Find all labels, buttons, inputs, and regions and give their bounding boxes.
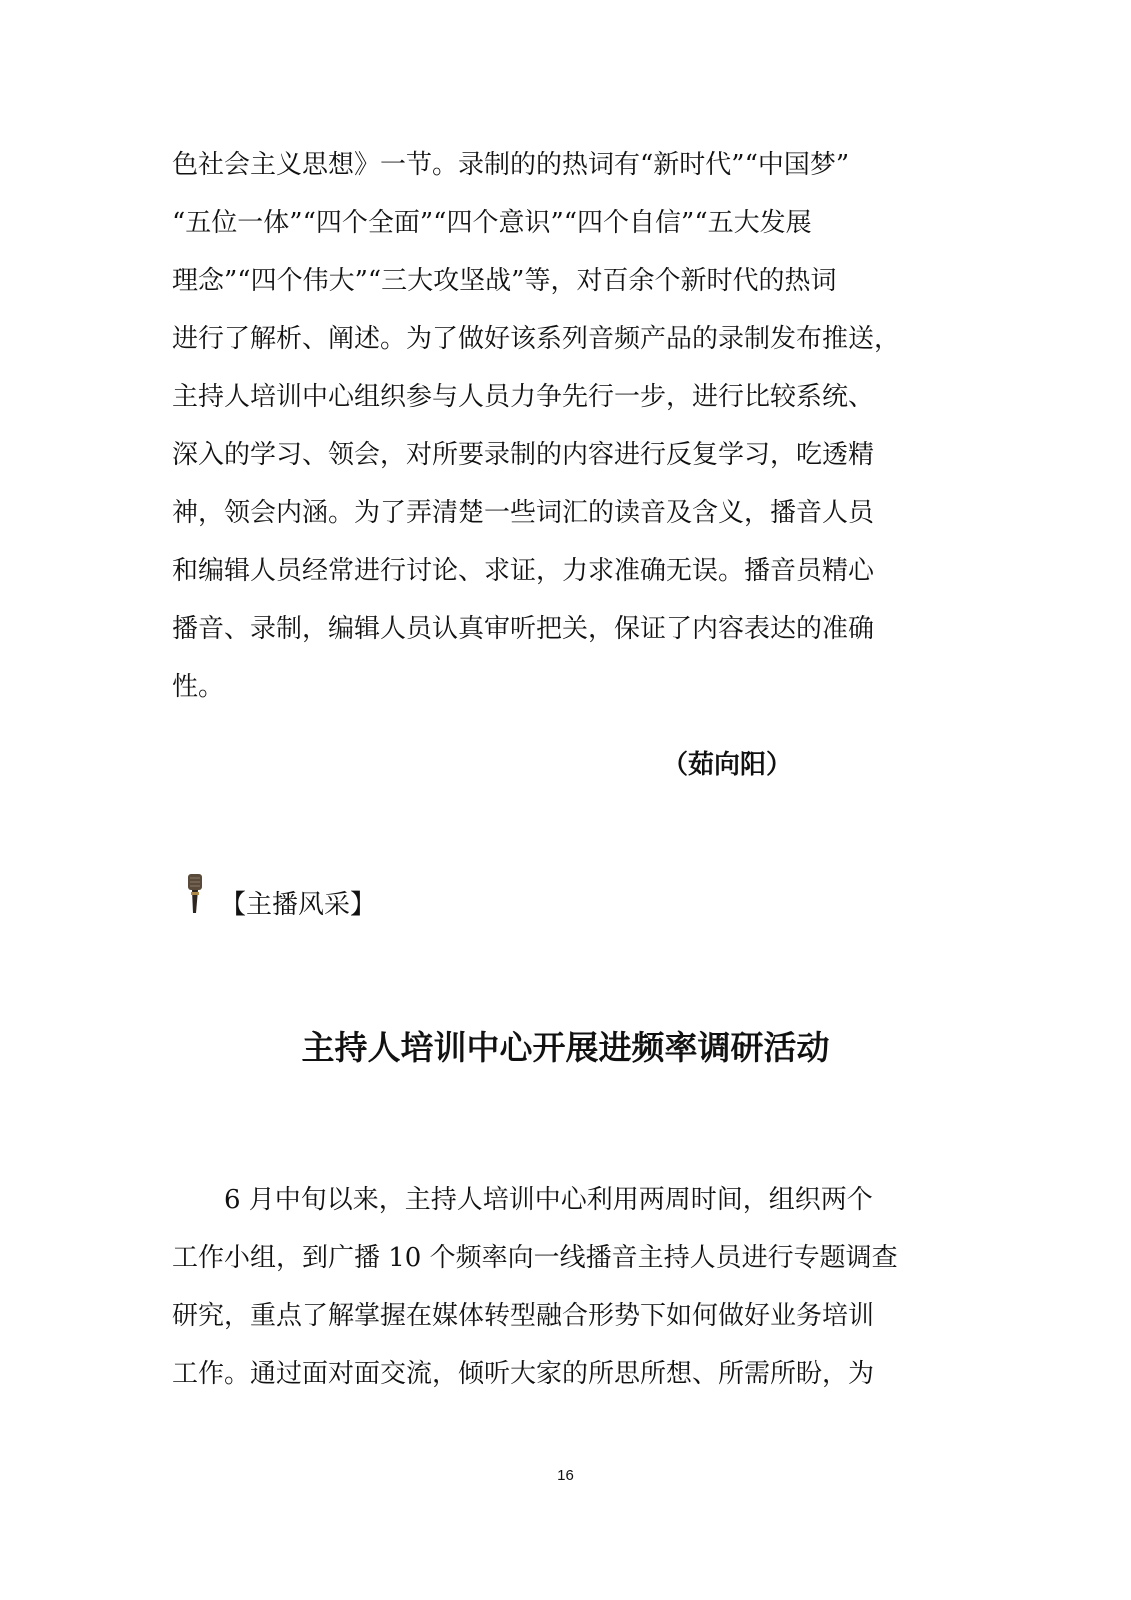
text-line: 深入的学习、领会，对所要录制的内容进行反复学习，吃透精 <box>172 440 875 470</box>
text-line: “五位一体”“四个全面”“四个意识”“四个自信”“五大发展 <box>172 208 812 238</box>
page-number: 16 <box>557 1467 574 1484</box>
text-line: 神，领会内涵。为了弄清楚一些词汇的读音及含义，播音人员 <box>172 498 875 528</box>
section-label: 【主播风采】 <box>220 890 377 920</box>
text-line: 进行了解析、阐述。为了做好该系列音频产品的录制发布推送， <box>172 324 901 354</box>
text-line: 性。 <box>172 672 225 702</box>
text-line: 工作小组，到广播 10 个频率向一线播音主持人员进行专题调查 <box>172 1243 898 1273</box>
text-line: 6 月中旬以来，主持人培训中心利用两周时间，组织两个 <box>224 1185 873 1215</box>
text-line: 工作。通过面对面交流，倾听大家的所思所想、所需所盼，为 <box>172 1359 875 1389</box>
text-line: 理念”“四个伟大”“三大攻坚战”等，对百余个新时代的热词 <box>172 266 837 296</box>
text-line: 和编辑人员经常进行讨论、求证，力求准确无误。播音员精心 <box>172 556 875 586</box>
text-line: 播音、录制，编辑人员认真审听把关，保证了内容表达的准确 <box>172 614 875 644</box>
text-line: 研究，重点了解掌握在媒体转型融合形势下如何做好业务培训 <box>172 1301 875 1331</box>
microphone-icon <box>184 873 206 917</box>
article-title: 主持人培训中心开展进频率调研活动 <box>301 1028 830 1067</box>
text-line: 主持人培训中心组织参与人员力争先行一步，进行比较系统、 <box>172 382 875 412</box>
text-line: 色社会主义思想》一节。录制的的热词有“新时代”“中国梦” <box>172 150 850 180</box>
author-byline: （茹向阳） <box>662 750 793 780</box>
